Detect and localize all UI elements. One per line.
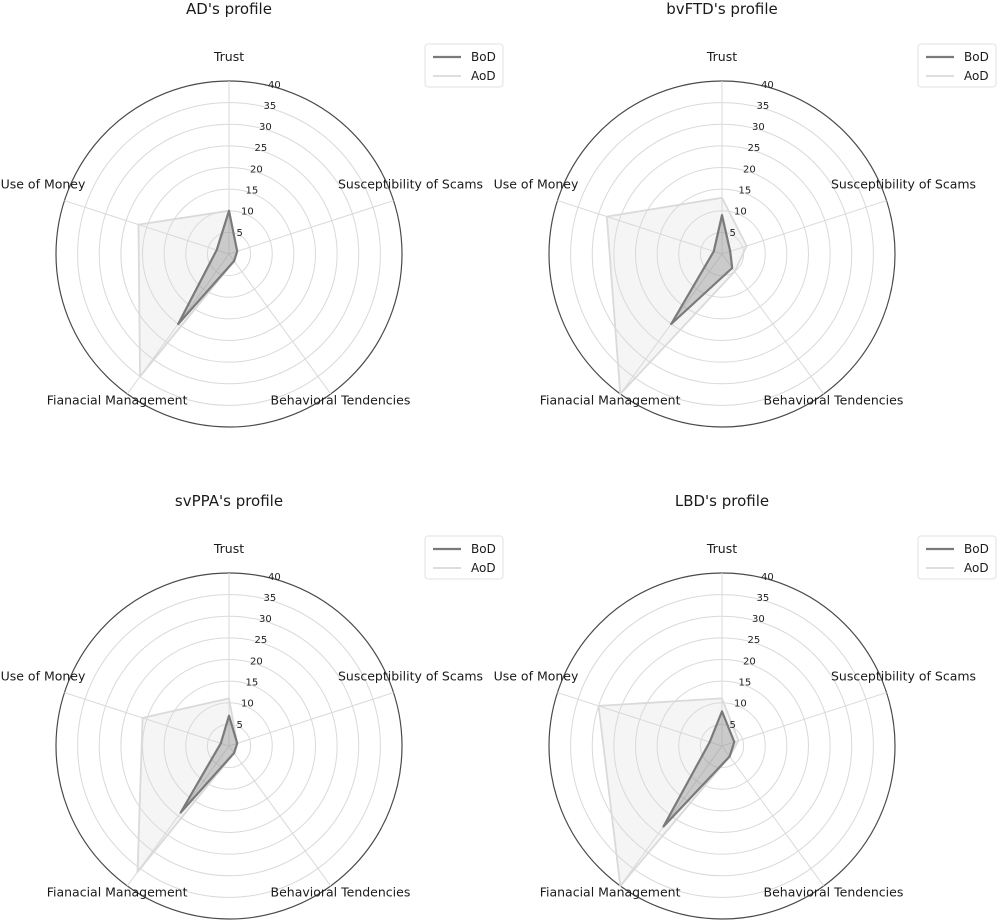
radial-tick-label: 15 <box>245 677 259 689</box>
radial-tick-label: 30 <box>752 122 765 134</box>
legend-label-aod: AoD <box>471 69 496 83</box>
axis-label-fianacial-management: Fianacial Management <box>46 392 188 408</box>
radial-tick-label: 35 <box>263 100 277 112</box>
radial-tick-label: 20 <box>743 656 756 668</box>
radial-tick-label: 15 <box>738 677 752 689</box>
radial-tick-label: 5 <box>729 227 736 239</box>
axis-label-susceptibility-of-scams: Susceptibility of Scams <box>338 176 484 192</box>
axis-label-fianacial-management: Fianacial Management <box>539 884 681 900</box>
legend-label-bod: BoD <box>471 50 496 64</box>
legend <box>425 536 503 579</box>
radial-tick-label: 40 <box>268 79 281 91</box>
axis-label-susceptibility-of-scams: Susceptibility of Scams <box>338 668 484 684</box>
axis-label-fianacial-management: Fianacial Management <box>539 392 681 408</box>
radar-chart-0 <box>1 0 503 427</box>
legend-label-aod: AoD <box>964 561 989 575</box>
chart-title: bvFTD's profile <box>666 0 778 18</box>
axis-label-use-of-money: Use of Money <box>0 668 86 684</box>
axis-label-use-of-money: Use of Money <box>0 176 86 192</box>
radial-tick-label: 10 <box>241 698 254 710</box>
radial-tick-label: 25 <box>254 635 268 647</box>
axis-label-use-of-money: Use of Money <box>493 668 579 684</box>
axis-label-fianacial-management: Fianacial Management <box>46 884 188 900</box>
radar-chart-3 <box>494 492 996 919</box>
legend <box>918 44 996 87</box>
legend-label-aod: AoD <box>964 69 989 83</box>
radial-tick-label: 10 <box>241 206 254 218</box>
radar-chart-2 <box>1 492 503 919</box>
radial-tick-label: 30 <box>259 614 272 626</box>
radial-tick-label: 40 <box>268 571 281 583</box>
axis-label-trust: Trust <box>213 541 245 556</box>
radial-tick-label: 20 <box>250 656 263 668</box>
legend <box>425 44 503 87</box>
radial-tick-label: 10 <box>734 698 747 710</box>
axis-label-behavioral-tendencies: Behavioral Tendencies <box>270 392 411 408</box>
radial-tick-label: 20 <box>743 164 756 176</box>
radar-chart-1 <box>494 0 996 427</box>
radial-tick-label: 35 <box>263 592 277 604</box>
legend-label-bod: BoD <box>964 50 989 64</box>
radial-tick-label: 40 <box>761 79 774 91</box>
chart-title: svPPA's profile <box>174 492 284 510</box>
legend-label-bod: BoD <box>471 542 496 556</box>
axis-label-trust: Trust <box>213 49 245 64</box>
radial-tick-label: 25 <box>747 143 761 155</box>
radial-tick-label: 25 <box>254 143 268 155</box>
radial-tick-label: 5 <box>729 719 736 731</box>
chart-title: AD's profile <box>186 0 272 18</box>
radial-tick-label: 5 <box>236 227 243 239</box>
radial-tick-label: 35 <box>756 592 770 604</box>
axis-label-trust: Trust <box>706 541 738 556</box>
radial-tick-label: 35 <box>756 100 770 112</box>
radial-tick-label: 15 <box>738 185 752 197</box>
radial-tick-label: 15 <box>245 185 259 197</box>
legend-label-aod: AoD <box>471 561 496 575</box>
axis-label-susceptibility-of-scams: Susceptibility of Scams <box>831 668 977 684</box>
axis-label-behavioral-tendencies: Behavioral Tendencies <box>270 884 411 900</box>
radial-tick-label: 40 <box>761 571 774 583</box>
radial-tick-label: 10 <box>734 206 747 218</box>
legend <box>918 536 996 579</box>
axis-label-use-of-money: Use of Money <box>493 176 579 192</box>
chart-title: LBD's profile <box>674 492 770 510</box>
radial-tick-label: 30 <box>752 614 765 626</box>
radial-tick-label: 25 <box>747 635 761 647</box>
axis-label-behavioral-tendencies: Behavioral Tendencies <box>763 392 904 408</box>
axis-label-trust: Trust <box>706 49 738 64</box>
axis-label-behavioral-tendencies: Behavioral Tendencies <box>763 884 904 900</box>
radial-tick-label: 30 <box>259 122 272 134</box>
radial-tick-label: 5 <box>236 719 243 731</box>
legend-label-bod: BoD <box>964 542 989 556</box>
radial-tick-label: 20 <box>250 164 263 176</box>
axis-label-susceptibility-of-scams: Susceptibility of Scams <box>831 176 977 192</box>
